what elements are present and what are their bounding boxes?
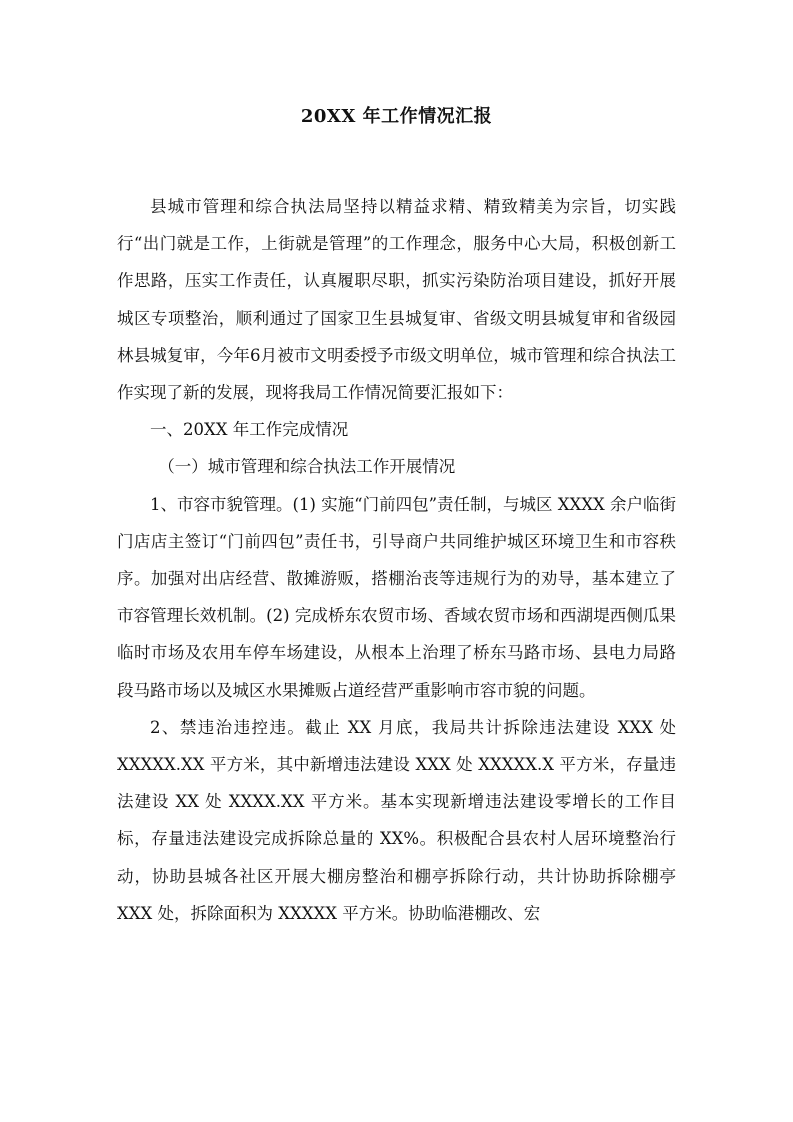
document-body <box>117 188 676 932</box>
item-paragraph-2: 2、禁违治违控违。截止 XX 月底，我局共计拆除违法建设 XXX 处 XXXXX.XX 平方米，其中新增违法建设 XXX 处 XXXXX.X 平方米，存量违法建设 XX 处 XXXX.XX 平方米。基本实现新增违法建设零增长的工作目标，存量违法建设完成拆除总量的 XX%。积极配合县农村人居环境整治行动，协助县城各社区开展大棚房整治和棚亭拆除行动，共计协助拆除棚亭 XXX 处，拆除面积为 XXXXX 平方米。协助临港棚改、宏 <box>117 717 676 923</box>
document-title: 20XX 年工作情况汇报 <box>300 106 493 127</box>
intro-paragraph: 县城市管理和综合执法局坚持以精益求精、精致精美为宗旨，切实践行“出门就是工作，上街就是管理”的工作理念，服务中心大局，积极创新工作思路，压实工作责任，认真履职尽职，抓实污染防治项目建设，抓好开展城区专项整治，顺利通过了国家卫生县城复审、省级文明县城复审和省级园林县城复审，今年6月被市文明委授予市级文明单位，城市管理和综合执法工作实现了新的发展，现将我局工作情况简要汇报如下： <box>117 197 676 403</box>
section-heading-1: 一、20XX 年工作完成情况 <box>150 420 349 440</box>
item-paragraph-1: 1、市容市貌管理。(1) 实施“门前四包”责任制，与城区 XXXX 余户临街门店店主签订“门前四包”责任书，引导商户共同维护城区环境卫生和市容秩序。加强对出店经营、散摊游贩，搭棚治丧等违规行为的劝导，基本建立了市容管理长效机制。(2) 完成桥东农贸市场、香域农贸市场和西湖堤西侧瓜果临时市场及农用车停车场建设，从根本上治理了桥东马路市场、县电力局路段马路市场以及城区水果摊贩占道经营严重影响市容市貌的问题。 <box>117 494 676 700</box>
subsection-heading-1: （一）城市管理和综合执法工作开展情况 <box>158 457 456 477</box>
